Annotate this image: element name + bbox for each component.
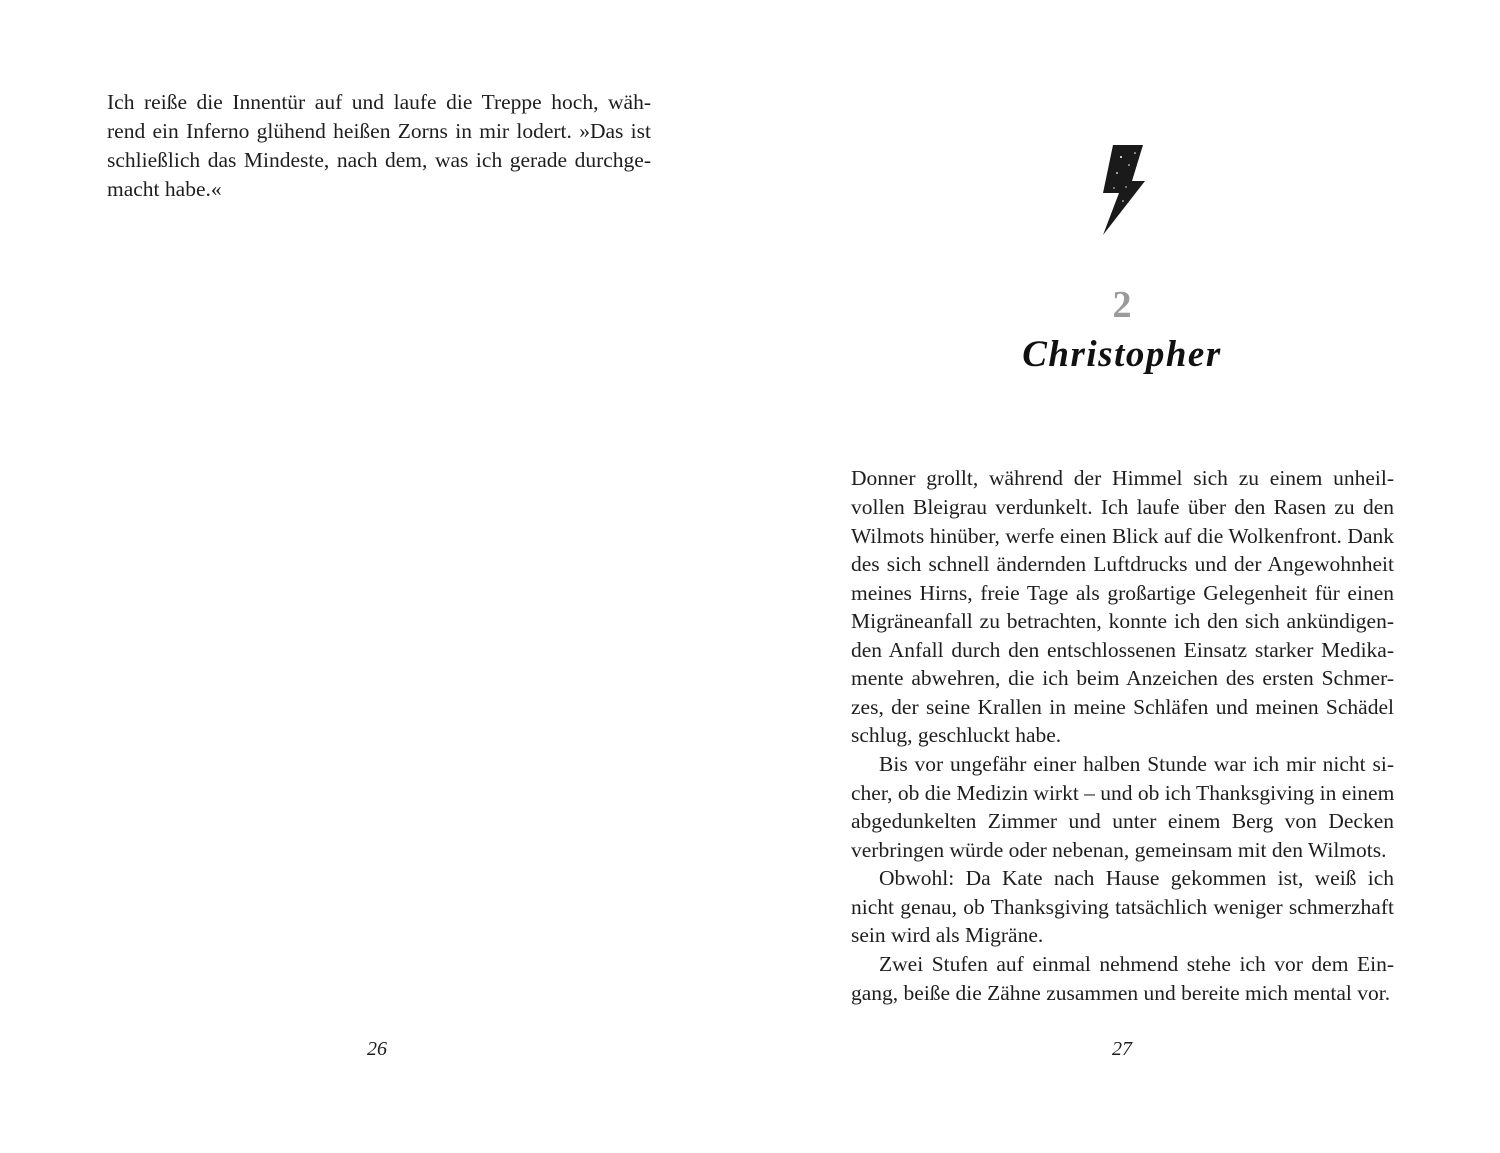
text-line: schlug, geschluckt habe. — [851, 723, 1062, 747]
text-line: des sich schnell ändernden Luftdrucks und der Angewohnheit — [851, 552, 1394, 576]
text-line: nicht genau, ob Thanksgiving tatsächlich weniger schmerzhaft — [851, 895, 1394, 919]
text-line: macht habe.« — [107, 177, 222, 201]
chapter-number: 2 — [1112, 284, 1132, 326]
text-line: verbringen würde oder nebenan, gemeinsam mit den Wilmots. — [851, 838, 1387, 862]
text-line: Zwei Stufen auf einmal nehmend stehe ich vor dem Ein- — [879, 952, 1394, 976]
text-line: gang, beiße die Zähne zusammen und bereite mich mental vor. — [851, 981, 1391, 1005]
text-line: Migräneanfall zu betrachten, konnte ich den sich ankündigen- — [851, 609, 1394, 633]
text-line: vollen Bleigrau verdunkelt. Ich laufe über den Rasen zu den — [851, 495, 1394, 519]
lightning-bolt-icon — [1099, 143, 1149, 237]
text-line: Bis vor ungefähr einer halben Stunde war ich mir nicht si- — [879, 752, 1394, 776]
page-number-right: 27 — [1112, 1038, 1132, 1060]
text-line: rend ein Inferno glühend heißen Zorns in mir lodert. »Das ist — [107, 119, 651, 143]
text-line: den Anfall durch den entschlossenen Einsatz starker Medika- — [851, 638, 1394, 662]
text-line: Obwohl: Da Kate nach Hause gekommen ist, weiß ich — [879, 866, 1394, 890]
text-line: Ich reiße die Innentür auf und laufe die Treppe hoch, wäh- — [107, 90, 651, 114]
text-line: sein wird als Migräne. — [851, 923, 1044, 947]
text-line: abgedunkelten Zimmer und unter einem Berg von Decken — [851, 809, 1394, 833]
page-number-left: 26 — [367, 1038, 387, 1060]
text-line: zes, der seine Krallen in meine Schläfen und meinen Schädel — [851, 695, 1394, 719]
text-line: Wilmots hinüber, werfe einen Blick auf die Wolkenfront. Dank — [851, 524, 1394, 548]
text-line: schließlich das Mindeste, nach dem, was ich gerade durchge- — [107, 148, 651, 172]
text-line: mente abwehren, die ich beim Anzeichen des ersten Schmer- — [851, 666, 1394, 690]
text-line: meines Hirns, freie Tage als großartige Gelegenheit für einen — [851, 581, 1394, 605]
text-line: cher, ob die Medizin wirkt – und ob ich Thanksgiving in einem — [851, 781, 1395, 805]
text-line: Donner grollt, während der Himmel sich zu einem unheil- — [851, 466, 1394, 490]
chapter-title: Christopher — [1022, 334, 1222, 375]
